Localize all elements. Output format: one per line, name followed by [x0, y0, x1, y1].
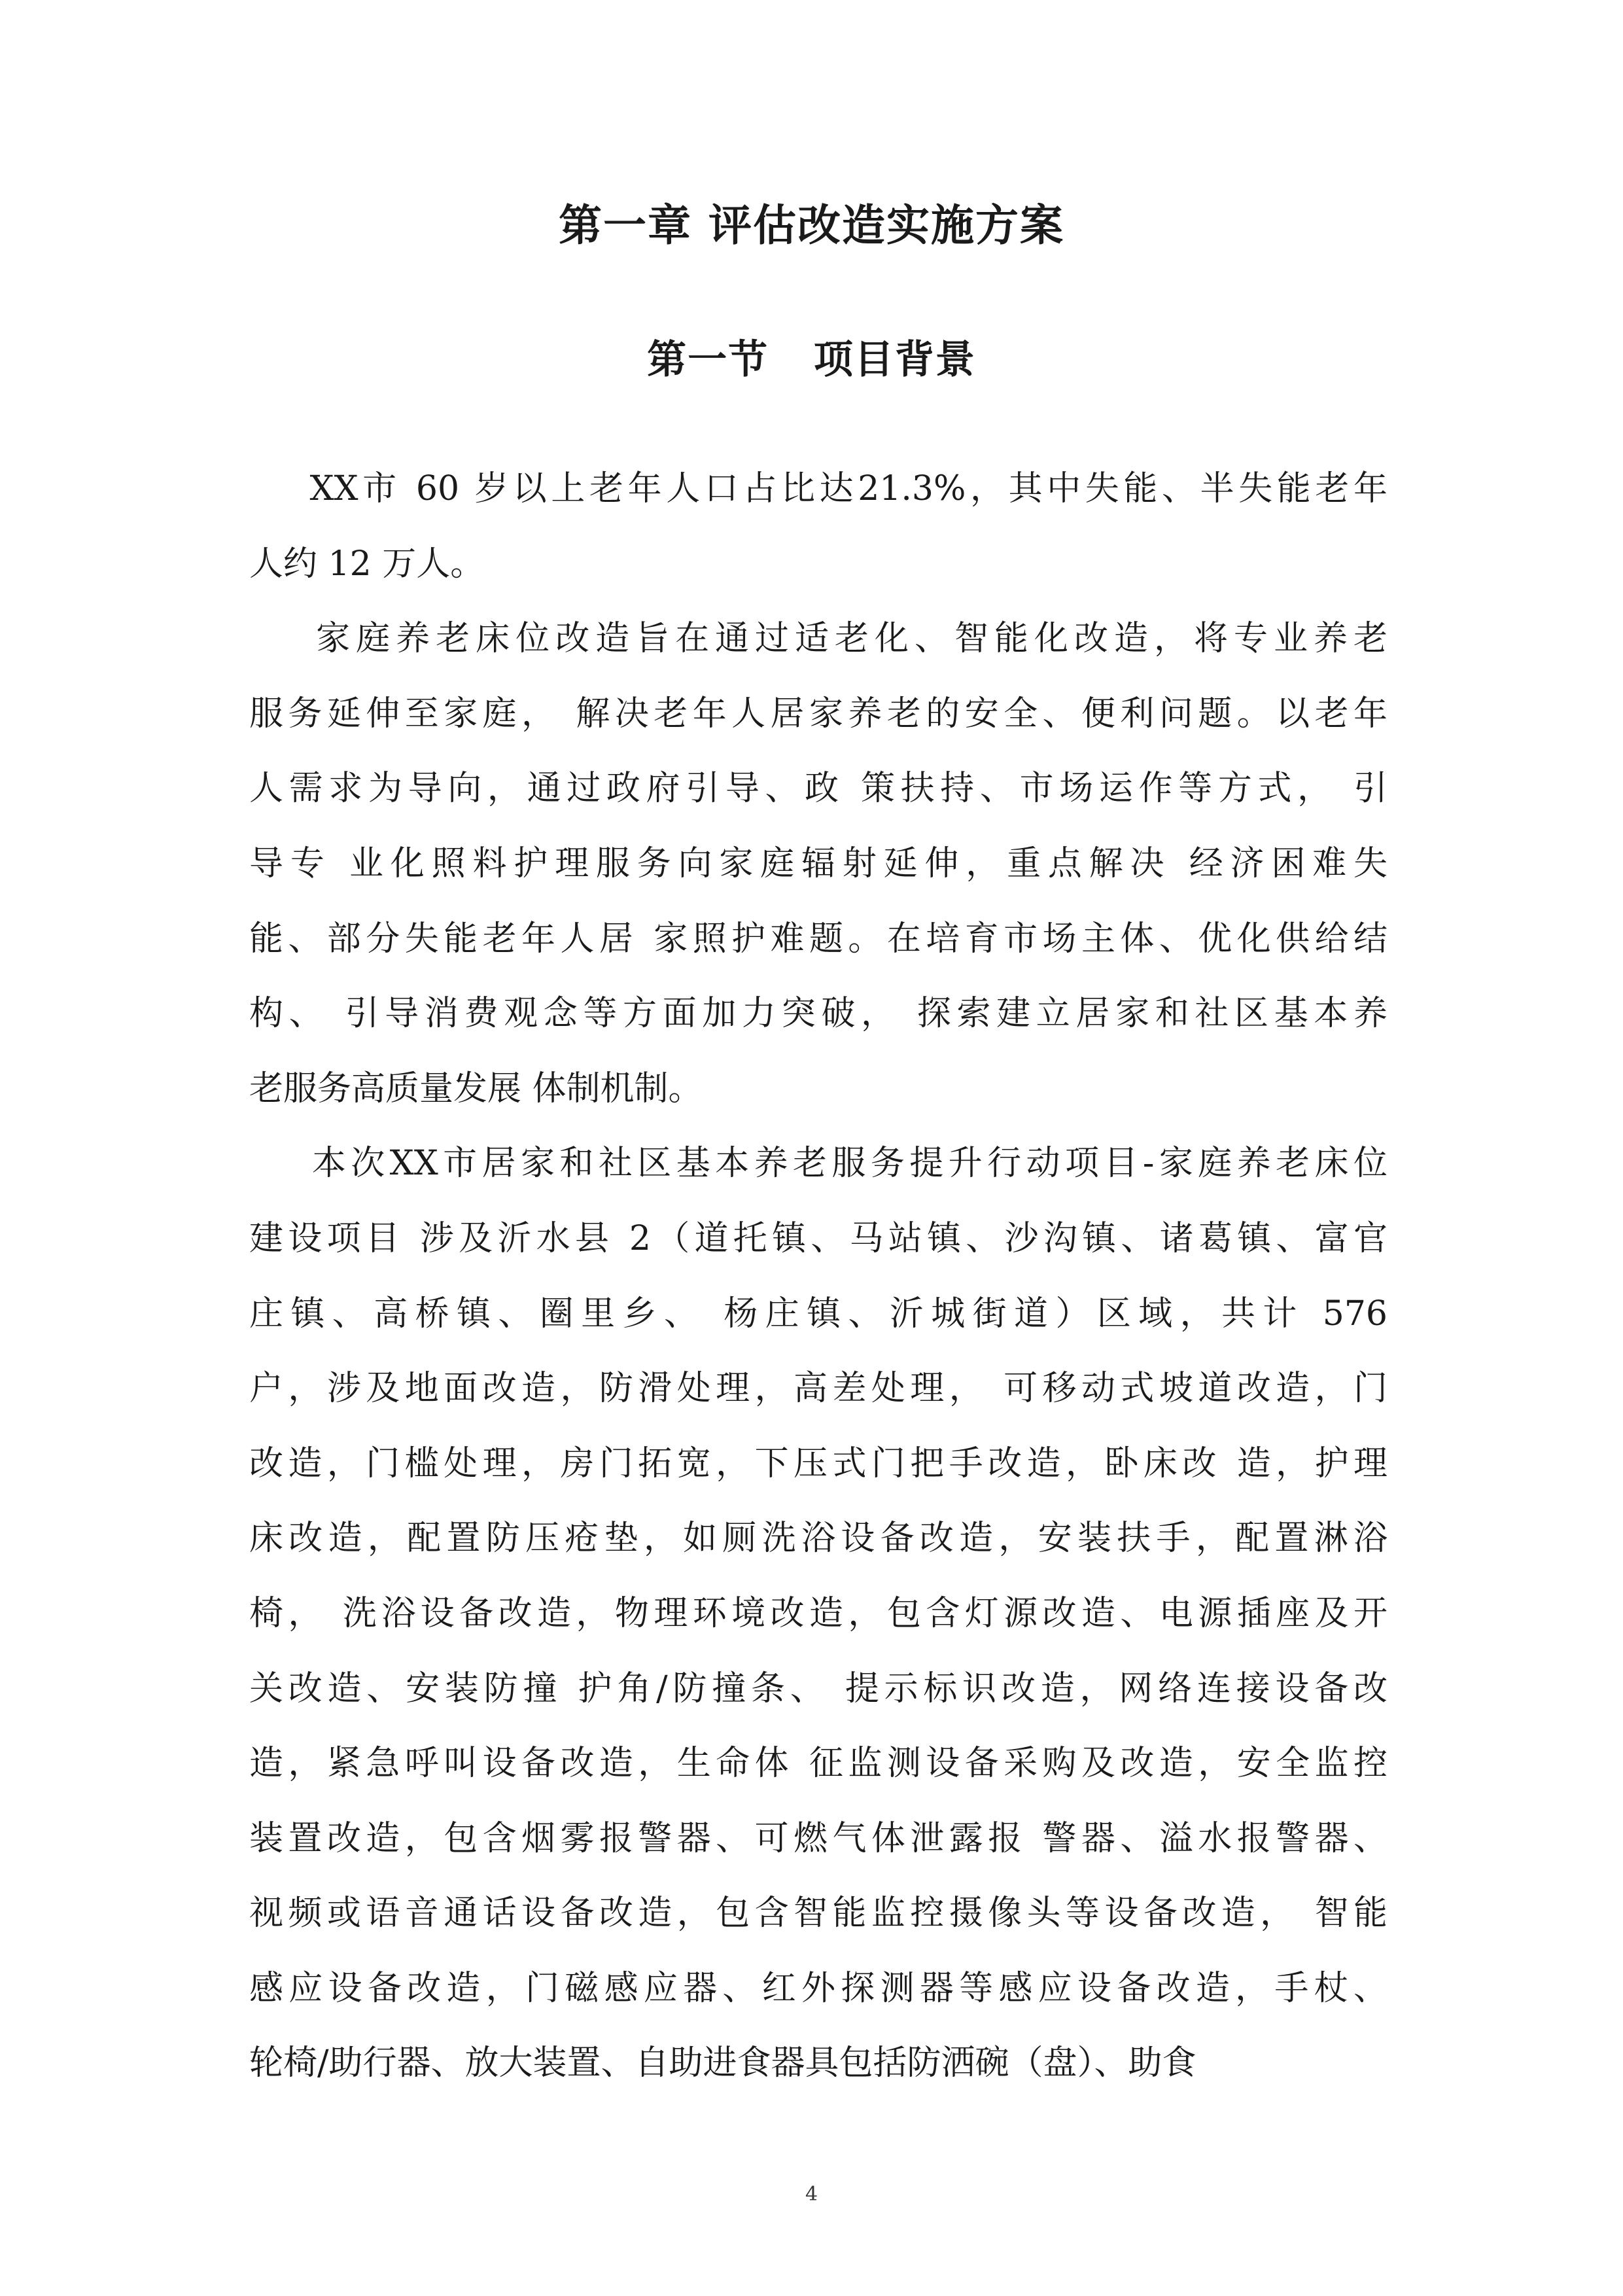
text-line: 老服务高质量发展 体制机制。 [249, 1069, 703, 1108]
text-line: 建设项目 涉及沂水县 2（道托镇、马站镇、沙沟镇、诸葛镇、富官 [249, 1218, 1387, 1258]
text-line: 户，涉及地面改造，防滑处理，高差处理， 可移动式坡道改造，门 [249, 1369, 1387, 1409]
text-line: 床改造，配置防压疮垫，如厕洗浴设备改造，安装扶手，配置淋浴 [249, 1519, 1387, 1559]
text-line: 能、部分失能老年人居 家照护难题。在培育市场主体、优化供给结 [249, 919, 1387, 959]
text-line: 椅， 洗浴设备改造，物理环境改造，包含灯源改造、电源插座及开 [249, 1593, 1387, 1633]
text-line: 家庭养老床位改造旨在通过适老化、智能化改造，将专业养老 [249, 619, 1387, 659]
body-text [249, 451, 1387, 2101]
text-line: 服务延伸至家庭， 解决老年人居家养老的安全、便利问题。以老年 [249, 694, 1387, 733]
text-line: 装置改造，包含烟雾报警器、可燃气体泄露报 警器、溢水报警器、 [249, 1818, 1387, 1858]
text-line: 导专 业化照料护理服务向家庭辐射延伸，重点解决 经济困难失 [249, 843, 1387, 883]
text-line: XX市 60 岁以上老年人口占比达21.3%，其中失能、半失能老年 [249, 469, 1387, 508]
text-line: 本次XX市居家和社区基本养老服务提升行动项目-家庭养老床位 [249, 1144, 1387, 1184]
text-line: 关改造、安装防撞 护角/防撞条、 提示标识改造，网络连接设备改 [249, 1669, 1387, 1708]
text-line: 庄镇、高桥镇、圈里乡、 杨庄镇、沂城街道）区域，共计 576 [249, 1294, 1387, 1333]
text-line: 造，紧急呼叫设备改造，生命体 征监测设备采购及改造，安全监控 [249, 1744, 1387, 1784]
text-line: 感应设备改造，门磁感应器、红外探测器等感应设备改造，手杖、 [249, 1968, 1387, 2008]
text-line: 构、 引导消费观念等方面加力突破， 探索建立居家和社区基本养 [249, 994, 1387, 1034]
page-number: 4 [805, 2183, 818, 2206]
section-title: 第一节 项目背景 [647, 337, 976, 383]
chapter-title: 第一章 评估改造实施方案 [559, 200, 1064, 251]
text-line: 视频或语音通话设备改造，包含智能监控摄像头等设备改造， 智能 [249, 1894, 1387, 1934]
text-line: 人约 12 万人。 [249, 544, 485, 584]
text-line: 轮椅/助行器、放大装置、自助进食器具包括防洒碗（盘）、助食 [249, 2043, 1196, 2083]
text-line: 人需求为导向，通过政府引导、政 策扶持、市场运作等方式， 引 [249, 769, 1387, 809]
text-line: 改造，门槛处理，房门拓宽，下压式门把手改造，卧床改 造，护理 [249, 1443, 1387, 1483]
